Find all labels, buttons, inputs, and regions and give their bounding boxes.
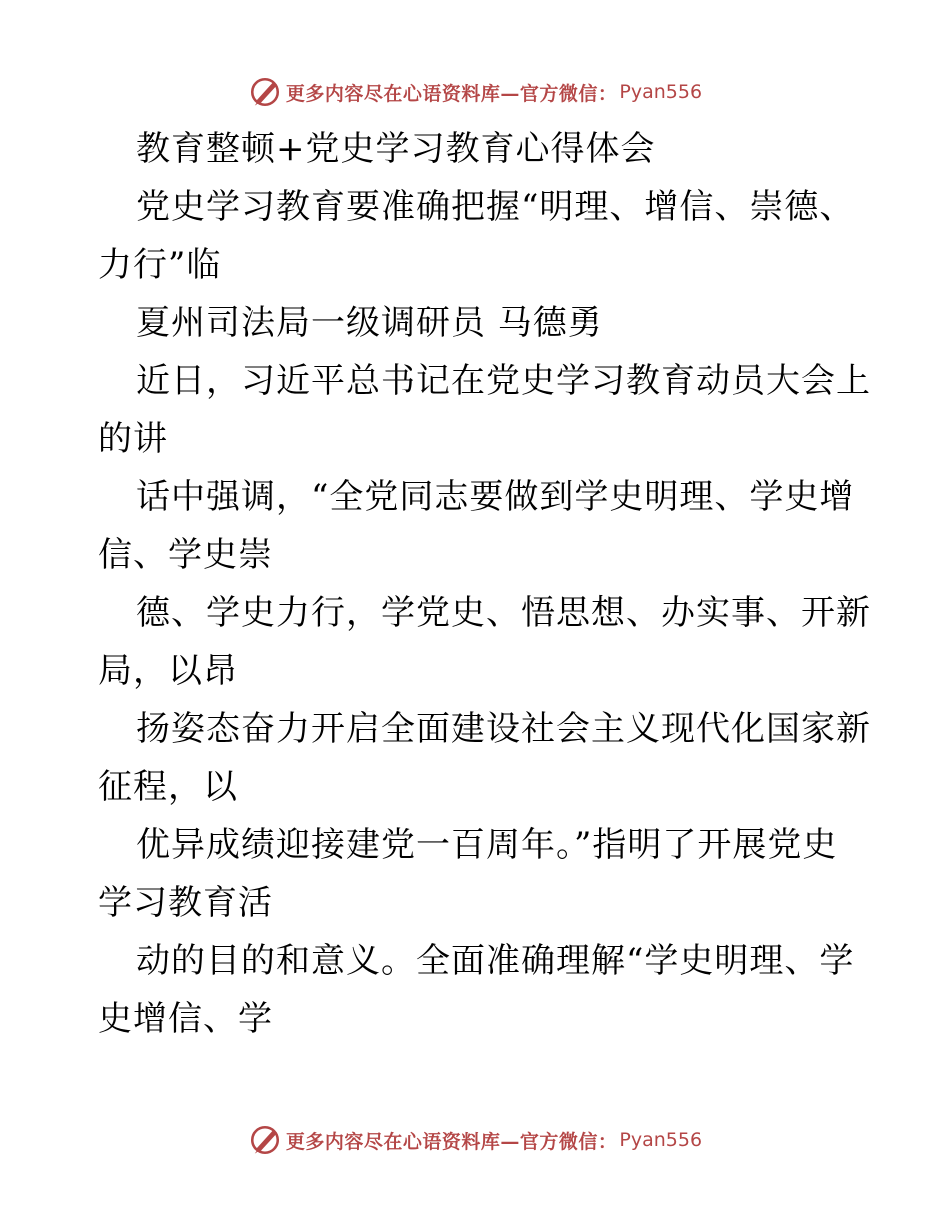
footer-banner — [0, 1120, 950, 1160]
doc-paragraph-line: 史增信、学 — [98, 999, 273, 1039]
doc-paragraph-line: 扬姿态奋力开启全面建设社会主义现代化国家新 — [136, 709, 871, 749]
header-banner — [0, 72, 950, 112]
doc-paragraph-line: 优异成绩迎接建党一百周年。”指明了开展党史 — [136, 825, 838, 865]
doc-author: 夏州司法局一级调研员 马德勇 — [136, 303, 603, 343]
doc-paragraph-line: 征程，以 — [98, 767, 238, 807]
footer-banner-text: 更多内容尽在心语资料库—官方微信： — [285, 1130, 618, 1153]
doc-subtitle-line: 党史学习教育要准确把握“明理、增信、崇德、 — [136, 187, 855, 227]
doc-paragraph-line: 动的目的和意义。全面准确理解“学史明理、学 — [136, 941, 855, 981]
doc-paragraph-line: 学习教育活 — [98, 883, 273, 923]
footer-wechat-id: Pyan556 — [619, 1129, 703, 1151]
doc-paragraph-line: 话中强调，“全党同志要做到学史明理、学史增 — [136, 477, 855, 517]
pen-logo-icon — [248, 1123, 282, 1157]
doc-subtitle-line: 力行”临 — [98, 245, 222, 285]
doc-paragraph-line: 局，以昂 — [98, 651, 238, 691]
doc-title: 教育整顿+党史学习教育心得体会 — [136, 129, 656, 169]
header-wechat-id: Pyan556 — [619, 81, 703, 103]
document-body — [98, 120, 871, 1048]
doc-paragraph-line: 近日，习近平总书记在党史学习教育动员大会上 — [136, 361, 871, 401]
doc-paragraph-line: 的讲 — [98, 419, 168, 459]
pen-logo-icon — [248, 75, 282, 109]
doc-paragraph-line: 德、学史力行，学党史、悟思想、办实事、开新 — [136, 593, 871, 633]
header-banner-text: 更多内容尽在心语资料库—官方微信： — [285, 82, 618, 105]
doc-paragraph-line: 信、学史崇 — [98, 535, 273, 575]
